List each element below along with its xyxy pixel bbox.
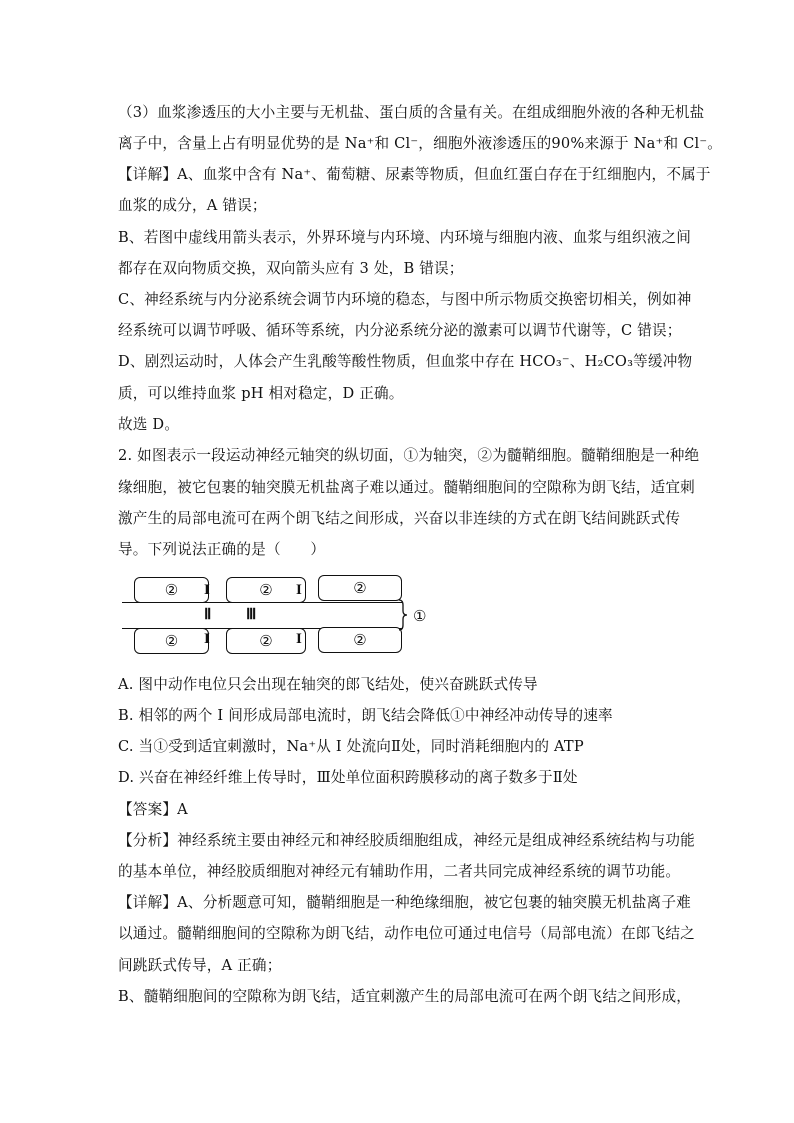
node-label: I — [204, 582, 210, 598]
myelin-cell: ② — [226, 577, 306, 603]
analysis-line: 【分析】神经系统主要由神经元和神经胶质细胞组成，神经元是组成神经系统结构与功能 — [118, 832, 695, 849]
myelin-cell: ② — [226, 628, 306, 654]
text-line: B、若图中虚线用箭头表示，外界环境与内环境、内环境与细胞内液、血浆与组织液之间 — [118, 229, 692, 246]
option-b: B. 相邻的两个 I 间形成局部电流时，朗飞结会降低①中神经冲动传导的速率 — [118, 707, 613, 724]
text-line: 【详解】A、血浆中含有 Na⁺、葡萄糖、尿素等物质，但血红蛋白存在于红细胞内，不属于 — [118, 166, 711, 183]
question-text: 缘细胞，被它包裹的轴突膜无机盐离子难以通过。髓鞘细胞间的空隙称为朗飞结，适宜刺 — [118, 479, 695, 496]
detail-line: 【详解】A、分析题意可知，髓鞘细胞是一种绝缘细胞，被它包裹的轴突膜无机盐离子难 — [118, 894, 691, 911]
detail-line: 以通过。髓鞘细胞间的空隙称为朗飞结，动作电位可通过电信号（局部电流）在郎飞结之 — [118, 925, 695, 942]
option-d: D. 兴奋在神经纤维上传导时，Ⅲ处单位面积跨膜移动的离子数多于Ⅱ处 — [118, 769, 578, 786]
label-III: Ⅲ — [246, 607, 257, 623]
myelin-cell: ② — [318, 627, 402, 653]
axon-membrane-top — [122, 602, 402, 603]
question-text: 2. 如图表示一段运动神经元轴突的纵切面，①为轴突，②为髓鞘细胞。髓鞘细胞是一种绝 — [118, 447, 700, 464]
answer-line: 【答案】A — [118, 801, 188, 818]
question-text: 导。下列说法正确的是（ ） — [118, 541, 326, 558]
brace-icon — [398, 599, 408, 631]
text-line: 离子中，含量上占有明显优势的是 Na⁺和 Cl⁻，细胞外液渗透压的90%来源于 Na⁺和 Cl⁻。 — [118, 135, 723, 152]
myelin-cell: ② — [318, 575, 402, 601]
axon-label: ① — [413, 607, 427, 625]
node-label: I — [296, 631, 302, 647]
axon-diagram — [118, 573, 448, 663]
detail-line: B、髓鞘细胞间的空隙称为朗飞结，适宜刺激产生的局部电流可在两个朗飞结之间形成， — [118, 988, 692, 1005]
detail-line: 间跳跃式传导，A 正确； — [118, 957, 282, 974]
question-text: 激产生的局部电流可在两个朗飞结之间形成，兴奋以非连续的方式在朗飞结间跳跃式传 — [118, 510, 681, 527]
text-line: 经系统可以调节呼吸、循环等系统，内分泌系统分泌的激素可以调节代谢等，C 错误； — [118, 322, 682, 339]
node-label: I — [204, 631, 210, 647]
label-II: Ⅱ — [204, 607, 212, 623]
myelin-cell: ② — [134, 628, 209, 654]
option-c: C. 当①受到适宜刺激时，Na⁺从 I 处流向Ⅱ处，同时消耗细胞内的 ATP — [118, 738, 584, 755]
option-a: A. 图中动作电位只会出现在轴突的郎飞结处，使兴奋跳跃式传导 — [118, 676, 538, 693]
text-line: 血浆的成分，A 错误； — [118, 197, 267, 214]
myelin-cell: ② — [134, 577, 209, 603]
text-line: C、神经系统与内分泌系统会调节内环境的稳态，与图中所示物质交换密切相关，例如神 — [118, 291, 692, 308]
text-line: （3）血浆渗透压的大小主要与无机盐、蛋白质的含量有关。在组成细胞外液的各种无机盐 — [118, 104, 705, 121]
node-label: I — [296, 582, 302, 598]
text-line: D、剧烈运动时，人体会产生乳酸等酸性物质，但血浆中存在 HCO₃⁻、H₂CO₃等缓冲物 — [118, 353, 693, 370]
text-line: 故选 D。 — [118, 416, 180, 433]
text-line: 都存在双向物质交换，双向箭头应有 3 处，B 错误； — [118, 260, 464, 277]
analysis-line: 的基本单位，神经胶质细胞对神经元有辅助作用，二者共同完成神经系统的调节功能。 — [118, 863, 681, 880]
text-line: 质，可以维持血浆 pH 相对稳定，D 正确。 — [118, 385, 404, 402]
